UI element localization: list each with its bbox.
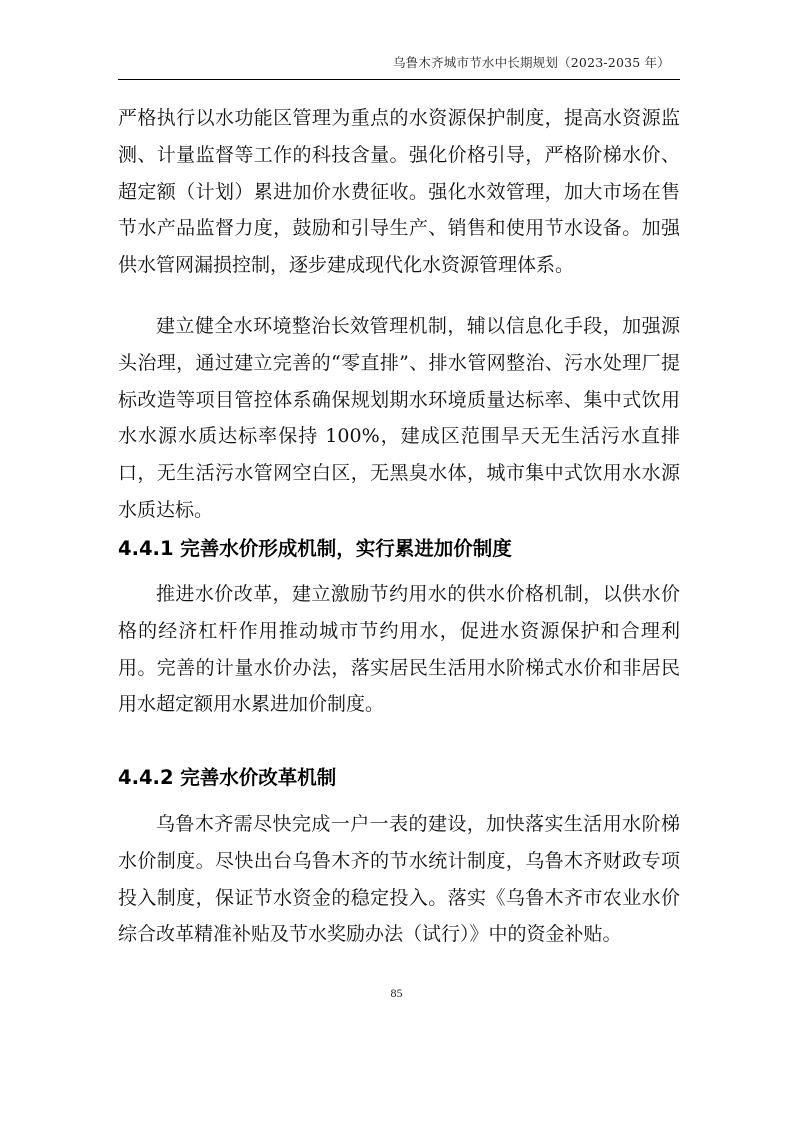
- paragraph-water-protection: 严格执行以水功能区管理为重点的水资源保护制度，提高水资源监测、计量监督等工作的科技含量。强化价格引导，严格阶梯水价、超定额（计划）累进加价水费征收。强化水效管理，加大市场在售节水产品监督力度，鼓励和引导生产、销售和使用节水设备。加强供水管网漏损控制，逐步建成现代化水资源管理体系。: [118, 107, 680, 277]
- header-divider: [118, 79, 680, 80]
- paragraph-water-environment: 建立健全水环境整治长效管理机制，辅以信息化手段，加强源头治理，通过建立完善的“零直排”、排水管网整治、污水处理厂提标改造等项目管控体系确保规划期水环境质量达标率、集中式饮用水水源水质达标率保持 100%，建成区范围旱天无生活污水直排口，无生活污水管网空白区，无黑臭水体，城市集中式饮用水水源水质达标。: [118, 315, 680, 521]
- running-header: 乌鲁木齐城市节水中长期规划（2023-2035 年）: [392, 55, 670, 70]
- section-heading-4-4-1: 4.4.1 完善水价形成机制，实行累进加价制度: [118, 537, 512, 560]
- section-heading-4-4-2: 4.4.2 完善水价改革机制: [118, 766, 337, 789]
- paragraph-price-reform: 推进水价改革，建立激励节约用水的供水价格机制，以供水价格的经济杠杆作用推动城市节约用水，促进水资源保护和合理利用。完善的计量水价办法，落实居民生活用水阶梯式水价和非居民用水超定额用水累进加价制度。: [118, 583, 680, 716]
- page-number: 85: [390, 986, 403, 1000]
- paragraph-urumqi-measures: 乌鲁木齐需尽快完成一户一表的建设，加快落实生活用水阶梯水价制度。尽快出台乌鲁木齐的节水统计制度，乌鲁木齐财政专项投入制度，保证节水资金的稳定投入。落实《乌鲁木齐市农业水价综合改革精准补贴及节水奖励办法（试行）》中的资金补贴。: [118, 813, 680, 946]
